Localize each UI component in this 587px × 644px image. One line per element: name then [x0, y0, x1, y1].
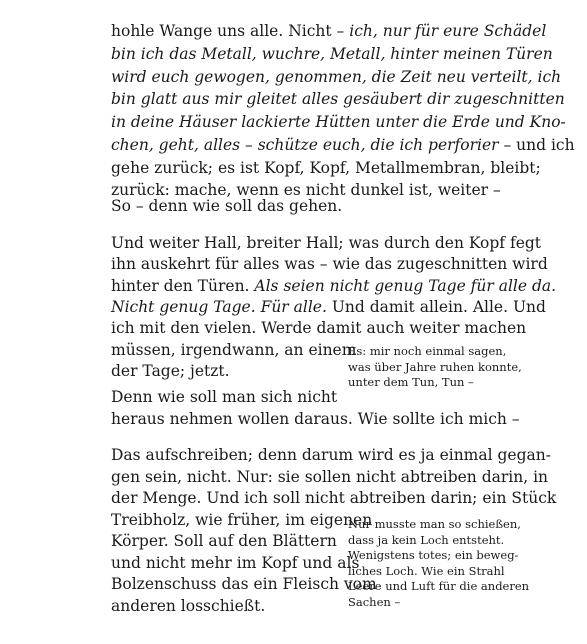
italic-segment: chen, geht, alles – schütze euch, die ich perforier [111, 135, 499, 154]
text-segment: Bolzenschuss das ein Fleisch vom [111, 575, 377, 593]
note-line: Leere und Luft für die anderen [348, 579, 530, 593]
text-line [111, 158, 541, 177]
text-segment: hinter den Türen. [111, 276, 255, 295]
text-line [111, 409, 520, 428]
text-segment: Und damit allein. Alle. Und [326, 297, 546, 316]
text-line [111, 115, 566, 131]
italic-segment: in deine Häuser lackierte Hütten unter die Erde und Kno- [111, 113, 566, 131]
text-line [111, 135, 575, 154]
text-segment: – und ich [498, 135, 575, 154]
text-segment: Und weiter Hall, breiter Hall; was durch den Kopf fegt [111, 234, 542, 252]
text-line [111, 534, 337, 550]
text-segment: Treibholz, wie früher, im eigenen [111, 510, 373, 529]
text-segment: Das aufschreiben; denn darum wird es ja einmal gegan- [111, 446, 551, 464]
text-line [111, 491, 556, 507]
italic-segment: bin ich das Metall, wuchre, Metall, hinter meinen Türen [111, 44, 553, 63]
note-line: dass ja kein Loch entsteht. [348, 532, 505, 547]
note-line: Nur musste man so schießen, [348, 517, 521, 531]
text-segment: und nicht mehr im Kopf und als [111, 553, 360, 572]
text-line [111, 24, 546, 40]
text-segment: ihn auskehrt für alles was – wie das zugeschnitten wird [111, 255, 548, 274]
text-line [111, 553, 360, 572]
italic-segment: Nicht genug Tage. Für alle. [111, 297, 327, 316]
note-line: Wenigstens totes; ein beweg- [348, 548, 519, 562]
text-line [111, 321, 526, 337]
text-line [111, 44, 553, 63]
text-line [111, 276, 557, 295]
text-line [111, 448, 551, 464]
text-line [111, 510, 373, 529]
text-line [111, 596, 266, 615]
note-line: Es: mir noch einmal sagen, [348, 344, 507, 358]
text-segment: der Menge. Und ich soll nicht abtreiben darin; ein Stück [111, 489, 557, 507]
text-line [111, 199, 342, 215]
text-segment: Körper. Soll auf den Blättern [111, 532, 337, 550]
text-segment: hohle Wange uns alle. Nicht – [111, 22, 350, 40]
note-line: liches Loch. Wie ein Strahl [348, 563, 505, 578]
text-segment: gen sein, nicht. Nur: sie sollen nicht abtreiben darin, in [111, 467, 549, 486]
text-line [111, 577, 377, 593]
text-segment: heraus nehmen wollen daraus. Wie sollte ich mich – [111, 409, 520, 428]
note-line: unter dem Tun, Tun – [348, 375, 474, 389]
italic-segment: bin glatt aus mir gleitet alles gesäubert dir zugeschnitten [111, 90, 565, 109]
text-line [111, 390, 337, 406]
text-line [111, 257, 548, 273]
text-segment: ich mit den vielen. Werde damit auch weiter machen [111, 319, 527, 338]
text-line [111, 467, 549, 486]
text-line [111, 67, 562, 86]
italic-segment: wird euch gewogen, genommen, die Zeit neu verteilt, ich [111, 67, 562, 86]
text-segment: müssen, irgendwann, an einem [111, 340, 357, 359]
text-segment: zurück: mache, wenn es nicht dunkel ist, weiter – [111, 181, 501, 200]
text-segment: Denn wie soll man sich nicht [111, 388, 338, 406]
text-segment: der Tage; jetzt. [111, 361, 230, 380]
text-segment: anderen losschießt. [111, 596, 266, 615]
italic-segment: ich, nur für eure Schädel [349, 22, 547, 40]
text-line [111, 236, 541, 252]
text-line [111, 297, 546, 316]
note-line: Sachen – [348, 594, 401, 609]
italic-segment: Als seien nicht genug Tage für alle da. [254, 276, 557, 295]
text-segment: gehe zurück; es ist Kopf, Kopf, Metallmembran, bleibt; [111, 158, 541, 177]
text-line [111, 361, 230, 380]
text-segment: So – denn wie soll das gehen. [111, 197, 343, 215]
text-line [111, 340, 357, 359]
note-line: was über Jahre ruhen konnte, [348, 359, 522, 374]
text-line [111, 92, 565, 108]
